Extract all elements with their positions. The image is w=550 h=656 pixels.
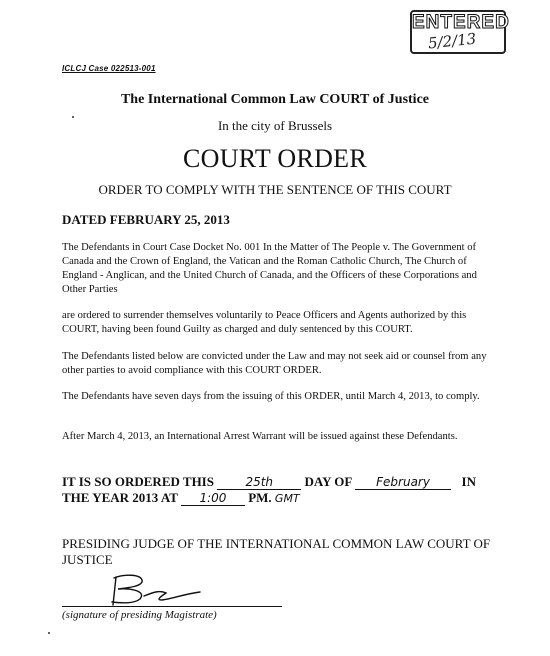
paragraph-convicted: The Defendants listed below are convicted under the Law and may not seek aid or counsel from any other parties to avoid compliance with this COURT ORDER.	[62, 351, 487, 376]
court-name: The International Common Law COURT of Justice	[120, 92, 430, 107]
day-blank: 25th	[217, 475, 301, 490]
stamp-word: ENTERED	[412, 12, 510, 33]
order-date: DATED FEBRUARY 25, 2013	[62, 212, 230, 227]
paragraph-deadline: The Defendants have seven days from the issuing of this ORDER, until March 4, 2013, to comply.	[62, 391, 480, 402]
court-city: In the city of Brussels	[217, 118, 333, 133]
time-blank: 1:00	[181, 491, 245, 506]
day-of-label: DAY OF	[304, 474, 352, 489]
order-line-day	[62, 474, 476, 490]
order-line-time	[62, 490, 300, 506]
order-prefix: IT IS SO ORDERED THIS	[62, 474, 214, 489]
stamp-date: 5/2/13	[427, 29, 478, 53]
paragraph-surrender: are ordered to surrender themselves voluntarily to Peace Officers and Agents authorized by this COURT, having been found Guilty as charged and duly sentenced by this COURT.	[62, 310, 467, 335]
presiding-judge-label: PRESIDING JUDGE OF THE INTERNATIONAL COMMON LAW COURT OF JUSTICE	[62, 536, 491, 567]
entered-stamp	[410, 10, 510, 54]
pm-label: PM.	[248, 490, 272, 505]
scan-speck	[72, 116, 74, 118]
paragraph-warrant: After March 4, 2013, an International Arrest Warrant will be issued against these Defendants.	[62, 431, 458, 442]
signature-line	[62, 606, 282, 607]
case-number: ICLCJ Case 022513-001	[62, 64, 156, 73]
document-subtitle: ORDER TO COMPLY WITH THE SENTENCE OF THIS COURT	[98, 182, 452, 197]
year-prefix: THE YEAR 2013 AT	[62, 490, 178, 505]
timezone-handwritten: GMT	[274, 492, 300, 505]
paragraph-defendants: The Defendants in Court Case Docket No. 001 In the Matter of The People v. The Government of Canada and the Crown of England, the Vatican and the Roman Catholic Church, The Church of England - Anglican, and the United Church of Canada, and the Officers of these Corporations and Other Parties	[62, 242, 477, 295]
scan-speck	[48, 632, 50, 634]
handwritten-signature	[100, 572, 210, 608]
in-label: IN	[461, 474, 476, 489]
month-blank: February	[355, 475, 451, 490]
document-title: COURT ORDER	[182, 144, 367, 173]
signature-caption: (signature of presiding Magistrate)	[62, 609, 217, 621]
